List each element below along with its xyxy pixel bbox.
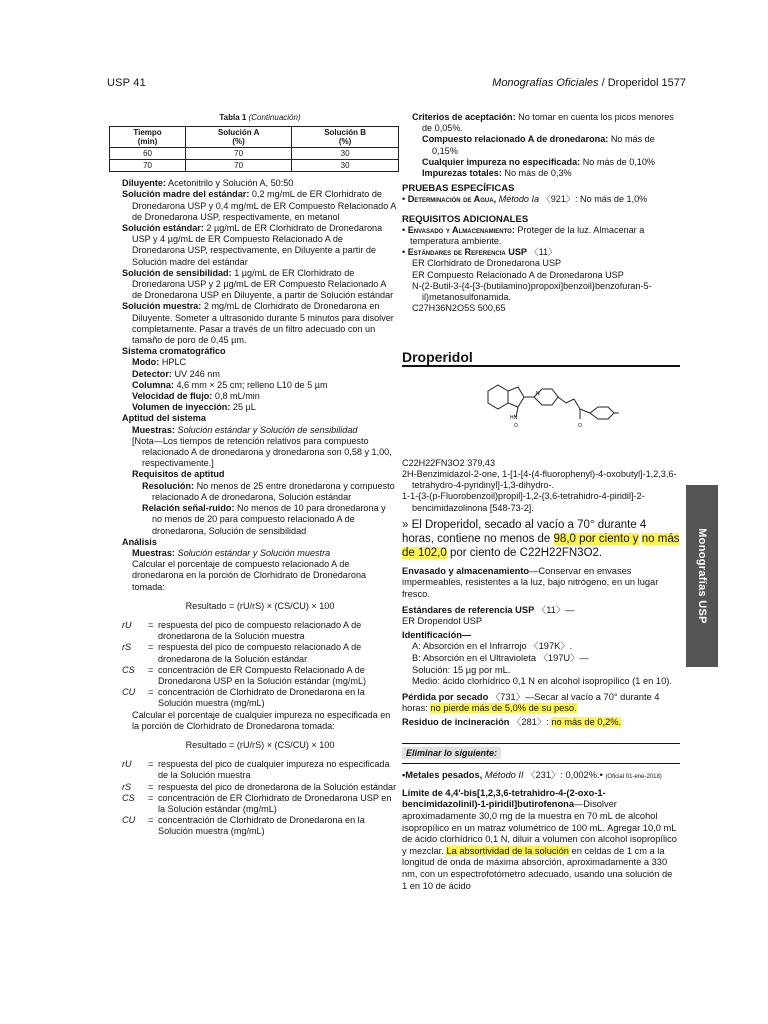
estandares-text: ER Droperidol USP bbox=[402, 616, 483, 627]
solucion-madre: Solución madre del estándar: 0,2 mg/mL de ER Clorhidrato de Dronedarona USP y 0,4 mg/mL de ER Compuesto Relacionado A de Dronedarona USP, respectivamente, en metanol bbox=[122, 189, 396, 222]
estandares: Estándares de referencia USP 〈11〉— bbox=[402, 604, 575, 615]
chem-name-2: 1-1-{3-(p-Fluorobenzoil)propil]-1,2-{3,6-tetrahidro-4-piridil]-2-bencimidazolinona [548-73-2]. bbox=[402, 491, 645, 513]
diluyente: Diluyente: Acetonitrilo y Solución A, 50:50 bbox=[122, 178, 294, 189]
definition-symbol: rU bbox=[122, 759, 132, 770]
analisis: Análisis bbox=[122, 536, 157, 547]
solucion-muestra: Solución muestra: 2 mg/mL de Clorhidrato de Dronedarona en Diluyente. Someter a ultrasonido durante 5 minutos para disolver completamente. Pasar a través de un filtro adecuado con un tamaño de poro de 0,45 µm. bbox=[122, 301, 394, 346]
solucion-estandar: Solución estándar: 2 µg/mL de ER Clorhidrato de Dronedarona USP y 4 µg/mL de ER Compuesto Relacionado A de Dronedarona USP, respectivamente, en Diluyente a partir de Solución madre del estándar bbox=[122, 223, 383, 267]
ident-a: A: Absorción en el Infrarrojo 〈197K〉. bbox=[412, 641, 573, 652]
detector: Detector: UV 246 nm bbox=[132, 368, 220, 379]
requisitos-adicionales: REQUISITOS ADICIONALES bbox=[402, 213, 529, 225]
definition-row bbox=[122, 782, 398, 793]
svg-text:HN: HN bbox=[510, 414, 518, 421]
standard-line: N-(2-Butil-3-{4-[3-(butilamino)propoxi]benzoil}benzofuran-5-il)metanosulfonamida. bbox=[412, 280, 652, 303]
cualquier-impureza: Cualquier impureza no especificada: No más de 0,10% bbox=[422, 156, 656, 167]
header-left: USP 41 bbox=[107, 77, 146, 89]
table-header-cell: Solución B (%) bbox=[292, 127, 399, 148]
solucion-sensibilidad: Solución de sensibilidad: 1 µg/mL de ER Clorhidrato de Dronedarona USP y 2 µg/mL de ER Compuesto Relacionado A de Dronedarona USP en Diluyente, a partir de Solución estándar bbox=[122, 267, 394, 301]
svg-text:O: O bbox=[578, 422, 582, 429]
analisis-muestras: Muestras: Solución estándar y Solución muestra bbox=[132, 547, 331, 558]
table-header-cell: Tiempo (min) bbox=[110, 127, 186, 148]
determinacion-agua: • Determinación de Agua, Método Ia 〈921〉: No más de 1,0% bbox=[402, 194, 648, 205]
definition-equals: = bbox=[148, 759, 154, 770]
estandares-referencia: • Estándares de Referencia USP 〈11〉 bbox=[402, 247, 558, 258]
calculo-2: Calcular el porcentaje de cualquier impureza no especificada en la porción de Clorhidrato de Dronedarona tomada: bbox=[132, 709, 391, 731]
columna: Columna: 4,6 mm × 25 cm; relleno L10 de 5 µm bbox=[132, 379, 328, 390]
formula-1: Resultado = (rU/rS) × (CS/CU) × 100 bbox=[185, 600, 335, 611]
velocidad-flujo: Velocidad de flujo: 0,8 mL/min bbox=[132, 391, 260, 402]
metales-pesados: •Metales pesados, Método II 〈231〉: 0,002%.• (Oficial 01-ene-2018) bbox=[402, 770, 662, 781]
compuesto-a: Compuesto relacionado A de dronedarona: No más de 0,15% bbox=[422, 134, 655, 156]
monograph-title: Droperidol bbox=[402, 352, 680, 366]
definition-row bbox=[122, 793, 398, 815]
medio: Medio: ácido clorhídrico 0,1 N en alcohol isopropílico (1 en 10). bbox=[412, 676, 672, 687]
table-cell: 70 bbox=[110, 160, 186, 172]
definition-equals: = bbox=[148, 687, 154, 698]
definition-text: concentración de ER Compuesto Relacionado A de Dronedarona USP en la Solución estándar (mg/mL) bbox=[158, 664, 367, 686]
sistema-cromatografico: Sistema cromatográfico bbox=[122, 346, 226, 357]
table-row bbox=[110, 160, 399, 172]
right-column bbox=[402, 112, 680, 892]
definition-equals: = bbox=[148, 792, 154, 803]
relacion-senal-ruido: Relación señal-ruido: No menos de 10 para dronedarona y no menos de 20 para compuesto relacionado A de dronedarona, Solución de sensibilidad bbox=[142, 503, 386, 536]
definition-row bbox=[122, 687, 398, 709]
definition-equals: = bbox=[148, 664, 154, 675]
definition-symbol: rS bbox=[122, 642, 132, 653]
svg-text:O: O bbox=[514, 422, 518, 429]
requisitos-aptitud: Requisitos de aptitud bbox=[132, 469, 225, 480]
modo: Modo: HPLC bbox=[132, 357, 187, 368]
definition-row bbox=[122, 642, 398, 664]
side-tab: Monografías USP bbox=[686, 485, 718, 667]
eliminar-box: Eliminar lo siguiente: bbox=[402, 743, 680, 765]
envasado-almacenamiento: • Envasado y Almacenamiento: Proteger de la luz. Almacenar a temperatura ambiente. bbox=[402, 224, 645, 247]
pruebas-especificas: PRUEBAS ESPECÍFICAS bbox=[402, 183, 515, 195]
definition-equals: = bbox=[148, 619, 154, 630]
table-row bbox=[110, 148, 399, 160]
left-column bbox=[122, 112, 398, 838]
aptitud-muestras: Muestras: Solución estándar y Solución de sensibilidad bbox=[132, 424, 358, 435]
droperidol-structure bbox=[480, 373, 620, 447]
definitions-2 bbox=[122, 759, 398, 837]
svg-text:N: N bbox=[536, 390, 540, 397]
impurezas-totales: Impurezas totales: No más de 0,3% bbox=[422, 168, 572, 179]
definition: » El Droperidol, secado al vacío a 70° durante 4 horas, contiene no menos de 98,0 por ciento y no más de 102,0 por ciento de C22H22FN3O2. bbox=[402, 518, 680, 559]
ident-b: B: Absorción en el Ultravioleta 〈197U〉— bbox=[412, 653, 589, 664]
table-cell: 30 bbox=[292, 148, 399, 160]
definition-text: concentración de ER Clorhidrato de Dronedarona USP en la Solución estándar (mg/mL) bbox=[158, 792, 392, 814]
standards-list bbox=[402, 258, 680, 314]
calculo-1: Calcular el porcentaje de compuesto relacionado A de dronedarona en la porción de Clorhidrato de Dronedarona tomada: bbox=[132, 559, 367, 592]
criterios: Criterios de aceptación: No tomar en cuenta los picos menores de 0,05%. bbox=[412, 112, 674, 134]
definition-row bbox=[122, 815, 398, 837]
envasado: Envasado y almacenamiento—Conservar en envases impermeables, resistentes a la luz, bajo nitrógeno, en un lugar fresco. bbox=[402, 565, 659, 600]
definition-equals: = bbox=[148, 642, 154, 653]
perdida-secado: Pérdida por secado 〈731〉—Secar al vacío a 70° durante 4 horas: no pierde más de 5,0% de su peso. bbox=[402, 691, 660, 714]
resolucion: Resolución: No menos de 25 entre dronedarona y compuesto relacionado A de dronedarona, Solución estándar bbox=[142, 480, 395, 502]
definition-symbol: CU bbox=[122, 815, 136, 826]
standard-line: ER Compuesto Relacionado A de Dronedarona USP bbox=[412, 269, 624, 280]
nota: [Nota—Los tiempos de retención relativos para compuesto relacionado A de dronedarona y dronedarona son 0,58 y 1,00, respectivamente.] bbox=[132, 435, 392, 469]
definition-text: respuesta del pico de compuesto relacionado A de dronedarona de la Solución estándar bbox=[158, 642, 362, 664]
definition-symbol: CS bbox=[122, 792, 135, 803]
definition-symbol: CS bbox=[122, 664, 135, 675]
definition-text: respuesta del pico de compuesto relacionado A de dronedarona de la Solución muestra bbox=[158, 619, 362, 642]
volumen-inyeccion: Volumen de inyección: 25 µL bbox=[132, 402, 256, 413]
formula-2: Resultado = (rU/rS) × (CS/CU) × 100 bbox=[185, 739, 335, 750]
table-caption: Tabla 1 (Continuación) bbox=[219, 113, 301, 122]
table-cell: 70 bbox=[186, 148, 292, 160]
table-header-cell: Solución A (%) bbox=[186, 127, 292, 148]
header-right-rest: / Droperidol 1577 bbox=[598, 77, 686, 89]
standard-line: ER Clorhidrato de Dronedarona USP bbox=[412, 258, 562, 269]
standard-line: C27H36N2O5S 500,65 bbox=[412, 303, 506, 314]
definition-row bbox=[122, 759, 398, 781]
aptitud-sistema: Aptitud del sistema bbox=[122, 413, 206, 424]
definition-text: respuesta del pico de cualquier impureza no especificada de la Solución muestra bbox=[158, 759, 390, 781]
identificacion: Identificación— bbox=[402, 629, 472, 640]
definitions-1 bbox=[122, 620, 398, 710]
header-right-italic: Monografías Oficiales bbox=[492, 77, 599, 89]
gradient-table bbox=[109, 126, 399, 172]
definition-symbol: rS bbox=[122, 781, 132, 792]
table-cell: 70 bbox=[186, 160, 292, 172]
header-right bbox=[492, 77, 686, 89]
definition-text: concentración de Clorhidrato de Dronedarona en la Solución muestra (mg/mL) bbox=[158, 687, 365, 709]
table-cell: 30 bbox=[292, 160, 399, 172]
limite: Límite de 4,4'-bis[1,2,3,6-tetrahidro-4-(2-oxo-1-bencimidazolinil)-1-piridil]butirofenona—Disolver aproximadamente 30,0 mg de la muestra en 70 mL de alcohol isopropílico en un matraz volumétrico de 100 mL. Agregar 10,0 mL de ácido clorhídrico 0,1 N, diluir a volumen con alcohol isopropílico y mezclar. La absortividad de la solución en celdas de 1 cm a la longitud de onda de máxima absorción, aproximadamente a 330 nm, con un espectrofotómetro adecuado, usando una solución de 1 en 10 de ácido bbox=[402, 787, 677, 891]
definition-symbol: CU bbox=[122, 687, 136, 698]
definition-equals: = bbox=[148, 815, 154, 826]
table-cell: 60 bbox=[110, 148, 186, 160]
definition-equals: = bbox=[148, 781, 154, 792]
definition-text: concentración de Clorhidrato de Dronedarona en la Solución muestra (mg/mL) bbox=[158, 815, 365, 837]
definition-text: respuesta del pico de dronedarona de la Solución estándar bbox=[158, 781, 397, 792]
molecular-formula: C22H22FN3O2 379,43 bbox=[402, 457, 496, 468]
chem-name-1: 2H-Benzimidazol-2-one, 1-[1-[4-(4-fluorophenyl)-4-oxobutyl]-1,2,3,6-tetrahydro-4-pyridinyl]-1,3-dihydro-. bbox=[402, 469, 677, 491]
residuo-incineracion: Residuo de incineración 〈281〉: no más de 0,2%. bbox=[402, 717, 622, 727]
definition-row bbox=[122, 620, 398, 642]
definition-symbol: rU bbox=[122, 619, 132, 630]
definition-row bbox=[122, 665, 398, 687]
solucion: Solución: 15 µg por mL. bbox=[412, 664, 511, 675]
